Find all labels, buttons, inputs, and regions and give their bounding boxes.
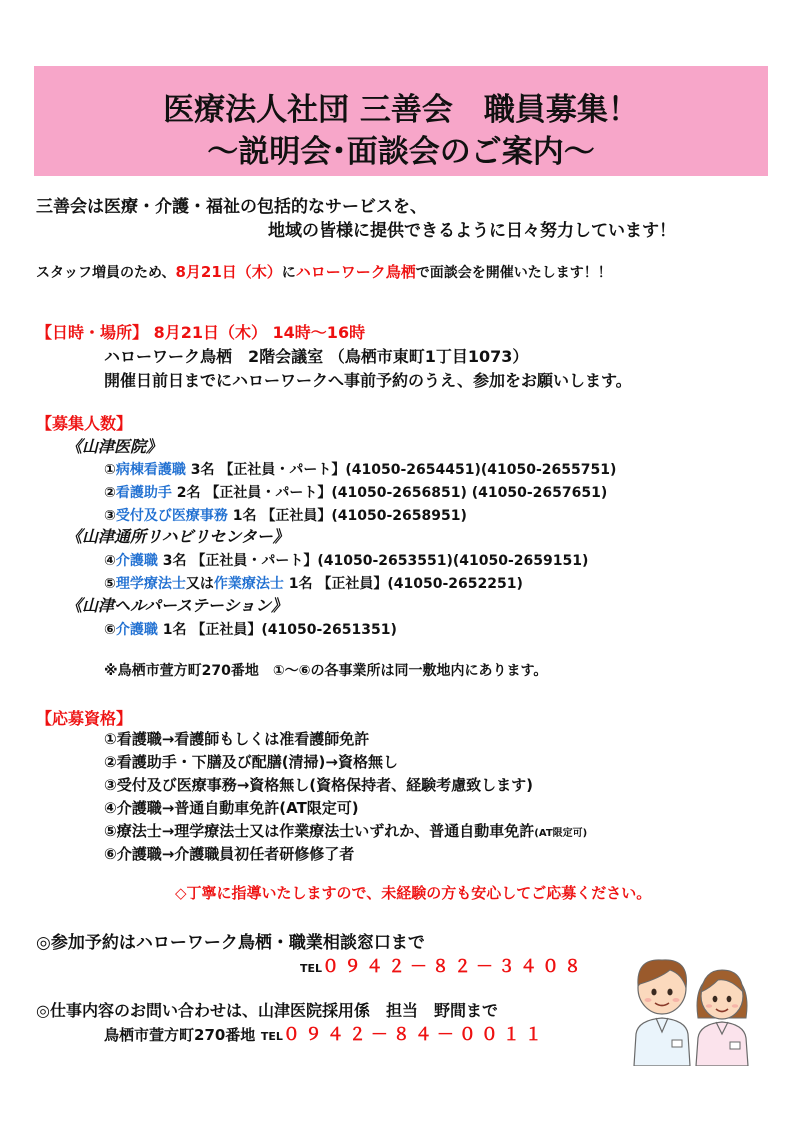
recruit-item-6 (104, 619, 397, 639)
staff-increase-line (36, 261, 612, 282)
intro-line-1: 三善会は医療・介護・福祉の包括的なサービスを、 (36, 197, 427, 217)
male-nurse-icon (634, 960, 690, 1066)
address: 鳥栖市萱方町270番地 (104, 1026, 256, 1044)
nurse-illustration (626, 948, 756, 1066)
reserve-line: ◎参加予約はハローワーク鳥栖・職業相談窓口まで (36, 933, 425, 953)
qualification-4: ④介護職→普通自動車免許(AT限定可) (104, 799, 359, 817)
schedule-note: 開催日前日までにハローワークへ事前予約のうえ、参加をお願いします。 (104, 371, 632, 390)
staff-pre: スタッフ増員のため、 (36, 265, 176, 281)
job-title: 介護職 (115, 622, 158, 638)
reserve-tel (300, 952, 586, 977)
facility-helper-station: 《山津ヘルパーステーション》 (66, 596, 288, 615)
qualification-5-text: ⑤療法士→理学療法士又は作業療法士いずれか、普通自動車免許 (104, 822, 535, 840)
item-detail: 3名 【正社員・パート】(41050-2654451)(41050-2655751) (185, 462, 617, 478)
recruit-item-1 (104, 459, 616, 479)
staff-post: で面談会を開催いたします！！ (415, 265, 612, 281)
item-detail: 3名 【正社員・パート】(41050-2653551)(41050-2659151) (157, 553, 589, 569)
female-nurse-icon (696, 970, 748, 1066)
staff-mid: に (281, 265, 296, 281)
location-note: ※鳥栖市萱方町270番地 ①～⑥の各事業所は同一敷地内にあります。 (104, 663, 548, 679)
item-detail: 2名 【正社員・パート】(41050-2656851) (41050-2657651) (171, 485, 608, 501)
facility-yamatsu-clinic: 《山津医院》 (66, 437, 163, 456)
staff-place: ハローワーク鳥栖 (295, 263, 416, 281)
tel-label: TEL (260, 1030, 283, 1043)
qualification-heading: 【応募資格】 (36, 709, 133, 728)
title-banner (34, 66, 768, 176)
tel-label: TEL (300, 962, 323, 975)
job-title: 作業療法士 (213, 576, 284, 592)
staff-date: 8月21日（木） (175, 263, 282, 281)
inquiry-address-line (104, 1020, 547, 1045)
recruit-item-5 (104, 573, 523, 593)
qualification-3: ③受付及び医療事務→資格無し(資格保持者、経験考慮致します) (104, 776, 533, 794)
page-subtitle: ～説明会･面談会のご案内～ (207, 134, 595, 170)
intro-line-2: 地域の皆様に提供できるように日々努力しています！ (268, 221, 676, 241)
page-title: 医療法人社団 三善会 職員募集！ (163, 92, 639, 128)
recruit-item-3 (104, 505, 467, 525)
qualification-5 (104, 820, 587, 841)
qualification-2: ②看護助手・下膳及び配膳(清掃)→資格無し (104, 753, 398, 771)
recruit-heading: 【募集人数】 (36, 414, 133, 433)
welcome-message: ◇丁寧に指導いたしますので、未経験の方も安心してご応募ください。 (175, 884, 652, 902)
facility-rehab-center: 《山津通所リハビリセンター》 (66, 527, 289, 546)
item-number: ⑥ (104, 622, 116, 638)
job-title: 看護助手 (115, 485, 172, 501)
recruit-item-2 (104, 482, 607, 502)
conjunction: 又は (185, 576, 214, 592)
job-title: 病棟看護職 (115, 462, 186, 478)
qualification-5-note: (AT限定可) (534, 828, 588, 839)
item-detail: 1名 【正社員】(41050-2651351) (157, 622, 397, 638)
tel-number: ０９４２－８２－３４０８ (322, 957, 587, 977)
item-number: ① (104, 462, 116, 478)
item-number: ② (104, 485, 116, 501)
qualification-6: ⑥介護職→介護職員初任者研修修了者 (104, 845, 355, 863)
recruit-item-4 (104, 550, 588, 570)
job-title: 受付及び医療事務 (115, 508, 228, 524)
item-number: ⑤ (104, 576, 116, 592)
schedule-heading: 【日時・場所】 8月21日（木） 14時～16時 (36, 323, 366, 342)
item-detail: 1名 【正社員】(41050-2652251) (283, 576, 523, 592)
inquiry-line: ◎仕事内容のお問い合わせは、山津医院採用係 担当 野間まで (36, 1001, 498, 1020)
tel-number: ０９４２－８４－００１１ (282, 1025, 547, 1045)
item-number: ③ (104, 508, 116, 524)
schedule-venue: ハローワーク鳥栖 2階会議室 （鳥栖市東町1丁目1073） (104, 347, 529, 366)
qualification-1: ①看護職→看護師もしくは准看護師免許 (104, 730, 370, 748)
item-number: ④ (104, 553, 116, 569)
job-title: 理学療法士 (115, 576, 186, 592)
item-detail: 1名 【正社員】(41050-2658951) (227, 508, 467, 524)
job-title: 介護職 (115, 553, 158, 569)
